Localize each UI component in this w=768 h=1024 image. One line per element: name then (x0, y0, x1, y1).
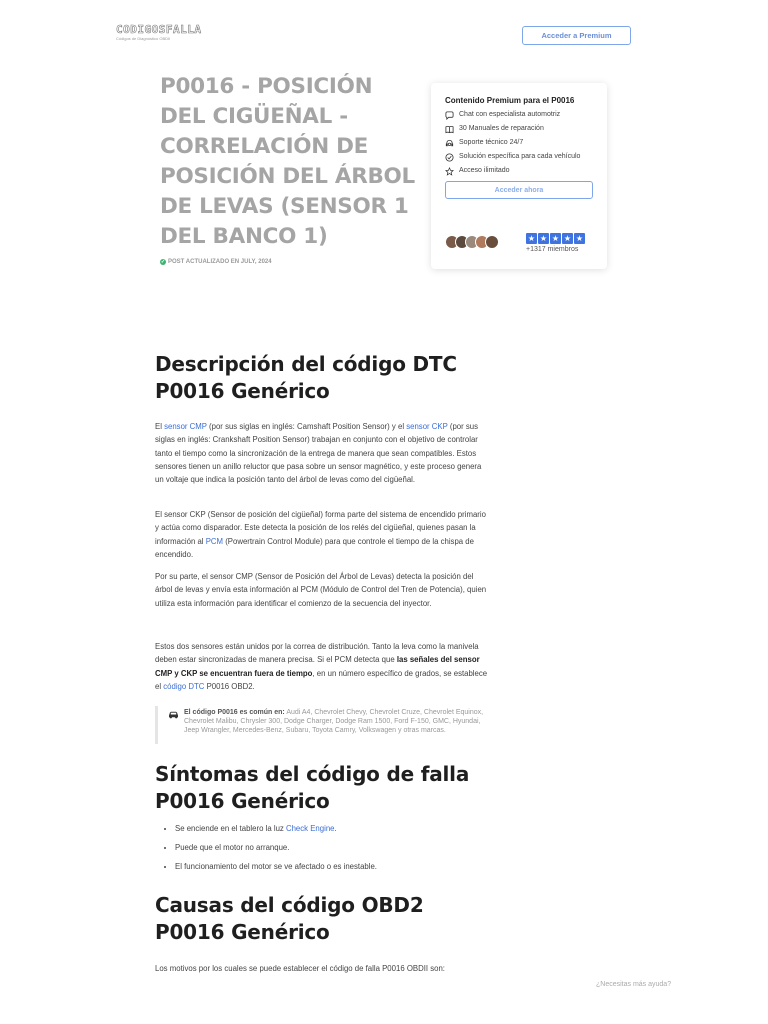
members-count: +1317 miembros (526, 246, 579, 253)
feature-label: Soporte técnico 24/7 (459, 139, 524, 146)
star-outline-icon (445, 167, 454, 176)
paragraph-sensors (155, 420, 490, 486)
star-icon: ★ (575, 234, 584, 243)
book-icon (445, 125, 454, 134)
car-icon (168, 710, 179, 719)
feature-item (445, 139, 593, 148)
text: , en un número específico de grados, se establece el (155, 668, 488, 691)
feature-label: Chat con especialista automotriz (459, 111, 561, 118)
text: Estos dos sensores están unidos por la correa de distribución. Tanto la leva como la manivela deben estar sincronizadas de manera precisa. Si el PCM detecta que (155, 642, 479, 665)
feature-label: 30 Manuales de reparación (459, 125, 544, 132)
symptoms-list (155, 824, 505, 881)
check-icon: ✓ (160, 258, 166, 265)
help-link[interactable]: ¿Necesitas más ayuda? (596, 981, 672, 988)
star-icon: ★ (527, 234, 536, 243)
text: Se enciende en el tablero la luz (175, 824, 286, 833)
avatar (485, 235, 499, 249)
link-sensor-cmp[interactable]: sensor CMP (164, 422, 207, 431)
text: (por sus siglas en inglés: Camshaft Position Sensor) y el (206, 422, 407, 431)
heading-causes: Causas del código OBD2 P0016 Genérico (155, 893, 424, 944)
member-avatars (445, 235, 495, 249)
logo-subtext: Códigos de Diagnóstico OBDII (116, 36, 171, 41)
heading-description: Descripción del código DTC P0016 Genérico (155, 352, 457, 403)
text: El sensor CKP (Sensor de posición del cigüeñal) forma parte del sistema de encendido primario y actúa como disparador. Este detecta la posición de los relés del cigüeñal, quienes pasan la información al (155, 510, 486, 546)
text: El (155, 422, 165, 431)
bold-text: las señales del sensor CMP y CKP se encuentran fuera de tiempo (155, 655, 480, 678)
rating-stars (526, 233, 585, 244)
premium-card-title: Contenido Premium para el P0016 (445, 96, 575, 105)
access-now-button[interactable]: Acceder ahora (445, 181, 593, 199)
text: (Powertrain Control Module) para que controle el tiempo de la chispa de encendido. (155, 536, 474, 559)
chat-icon (445, 111, 454, 120)
list-item: • Puede que el motor no arranque. (175, 843, 505, 852)
star-icon: ★ (563, 234, 572, 243)
paragraph-cmp: Por su parte, el sensor CMP (Sensor de Posición del Árbol de Levas) detecta la posición del árbol de levas y envía esta información al PCM (Módulo de Control del Tren de Potencia), quien utiliza esta información para identificar el comienzo de la secuencia del inyector. (155, 572, 487, 608)
feature-item (445, 111, 593, 120)
check-circle-icon (445, 153, 454, 162)
premium-access-button[interactable]: Acceder a Premium (522, 26, 631, 45)
text: P0016 OBD2. (204, 681, 255, 691)
list-item (175, 824, 505, 833)
link-codigo-dtc[interactable]: código DTC (163, 681, 205, 691)
link-sensor-ckp[interactable]: sensor CKP (406, 422, 448, 431)
common-vehicles-note (155, 706, 495, 744)
feature-item (445, 125, 593, 134)
star-icon: ★ (551, 234, 560, 243)
paragraph-ckp (155, 508, 490, 561)
note-label: El código P0016 es común en: (184, 709, 285, 716)
paragraph-timing (155, 640, 490, 693)
feature-item (445, 153, 593, 162)
post-updated-date (160, 259, 272, 265)
paragraph-causes-intro: Los motivos por los cuales se puede establecer el código de falla P0016 OBDII son: (155, 964, 445, 973)
heading-symptoms: Síntomas del código de falla P0016 Genérico (155, 762, 470, 813)
premium-card (431, 83, 607, 269)
feature-item (445, 167, 593, 176)
link-check-engine[interactable]: Check Engine (285, 824, 335, 833)
page-title: P0016 - POSICIÓN DEL CIGÜEÑAL - CORRELACIÓN DE POSICIÓN DEL ÁRBOL DE LEVAS (SENSOR 1 DEL BANCO 1) (160, 74, 415, 249)
feature-label: Acceso ilimitado (459, 167, 510, 174)
text: . (334, 824, 337, 833)
updated-label: POST ACTUALIZADO EN JULY, 2024 (168, 259, 272, 265)
list-item: • El funcionamiento del motor se ve afectado o es inestable. (175, 862, 505, 871)
feature-label: Solución específica para cada vehículo (459, 153, 581, 160)
text: (por sus siglas en inglés: Crankshaft Position Sensor) trabajan en conjunto con el objetivo de controlar tanto el tiempo como la sincronización de la entrega de manera que sean compatibles. Estos sensores tienen un anillo reluctor que pasa sobre un sensor magnético, y este proceso genera un voltaje que indica la posición tanto del árbol de levas como del cigüeñal. (155, 422, 482, 485)
support-icon (445, 139, 454, 148)
link-pcm[interactable]: PCM (205, 536, 224, 546)
note-text: Audi A4, Chevrolet Chevy, Chevrolet Cruze, Chevrolet Equinox, Chevrolet Malibu, Chrysler 300, Dodge Charger, Dodge Ram 1500, Ford F-150, GMC, Hyundai, Jeep Wrangler, Mercedes-Benz, Subaru, Toyota Camry, Volkswagen y otras marcas. (184, 709, 484, 734)
star-icon: ★ (539, 234, 548, 243)
site-logo[interactable] (116, 24, 214, 46)
logo-text: CODIGOSFALLA (116, 23, 202, 36)
